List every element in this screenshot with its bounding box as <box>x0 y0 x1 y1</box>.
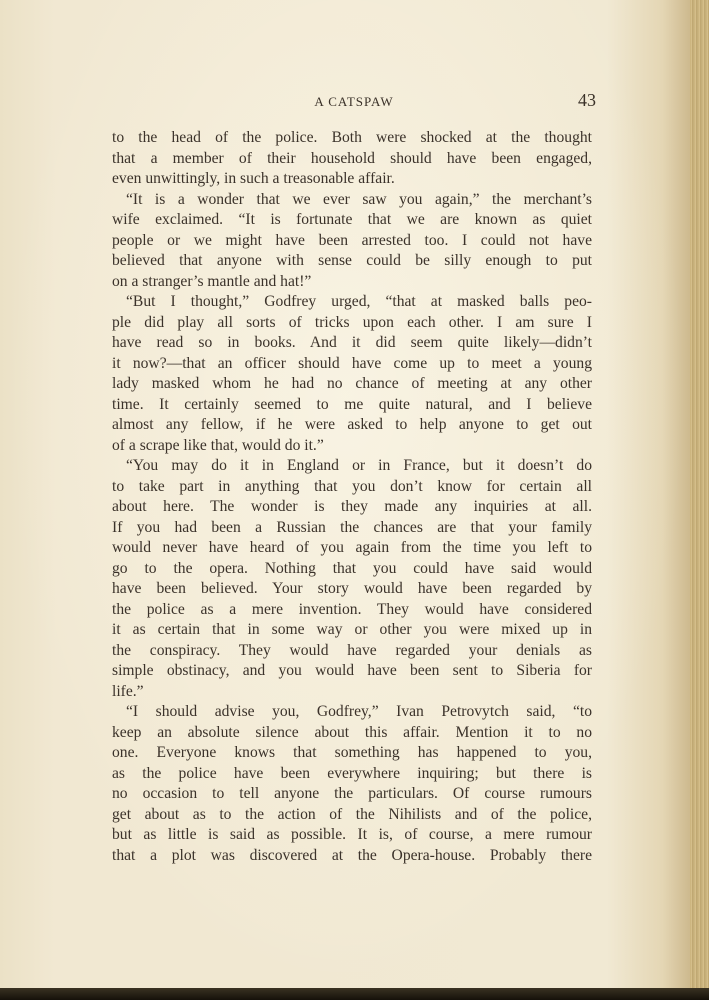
text-line: that a member of their household should have been engaged, <box>112 149 592 167</box>
text-line: it as certain that in some way or other you were mixed up in <box>112 621 592 638</box>
text-line: have read so in books. And it did seem quite likely—didn’t <box>112 334 592 351</box>
text-line: simple obstinacy, and you would have been sent to Siberia for <box>112 662 592 679</box>
text-line: keep an absolute silence about this affair. Mention it to no <box>112 723 592 741</box>
text-line: would never have heard of you again from the time you left to <box>112 539 592 556</box>
text-line: have been believed. Your story would have been regarded by <box>112 580 592 597</box>
text-line: but as little is said as possible. It is, of course, a mere rumour <box>112 826 592 843</box>
text-line: believed that anyone with sense could be silly enough to put <box>112 252 592 269</box>
text-line: people or we might have been arrested too. I could not have <box>112 231 592 249</box>
text-line: lady masked whom he had no chance of meeting at any other <box>112 375 592 392</box>
text-line: get about as to the action of the Nihilists and of the police, <box>112 805 592 823</box>
text-line: ple did play all sorts of tricks upon each other. I am sure I <box>112 313 592 331</box>
text-line: “But I thought,” Godfrey urged, “that at masked balls peo- <box>126 293 592 310</box>
text-line: “It is a wonder that we ever saw you again,” the merchant’s <box>126 190 592 208</box>
text-line: “I should advise you, Godfrey,” Ivan Petrovytch said, “to <box>126 703 592 720</box>
text-line: about here. The wonder is they made any inquiries at all. <box>112 498 592 515</box>
text-line: life.” <box>112 682 144 700</box>
text-line: one. Everyone knows that something has happened to you, <box>112 744 592 761</box>
text-line: no occasion to tell anyone the particulars. Of course rumours <box>112 785 592 802</box>
body-text <box>112 128 592 866</box>
text-line: on a stranger’s mantle and hat!” <box>112 272 312 290</box>
text-line: it now?—that an officer should have come up to meet a young <box>112 354 592 372</box>
page-edge-stack <box>690 0 709 1000</box>
text-line: that a plot was discovered at the Opera-house. Probably there <box>112 846 592 864</box>
text-line: to the head of the police. Both were shocked at the thought <box>112 129 592 146</box>
running-head <box>112 92 596 112</box>
text-line: to take part in anything that you don’t know for certain all <box>112 477 592 495</box>
text-line: “You may do it in England or in France, but it doesn’t do <box>126 457 592 474</box>
text-line: even unwittingly, in such a treasonable affair. <box>112 170 395 187</box>
text-line: the conspiracy. They would have regarded your denials as <box>112 641 592 659</box>
page-number: 43 <box>578 90 596 110</box>
text-line: If you had been a Russian the chances are that your family <box>112 518 592 536</box>
text-line: time. It certainly seemed to me quite natural, and I believe <box>112 395 592 413</box>
text-line: the police as a mere invention. They would have considered <box>112 600 592 618</box>
text-line: wife exclaimed. “It is fortunate that we are known as quiet <box>112 211 592 228</box>
text-line: of a scrape like that, would do it.” <box>112 436 324 454</box>
running-title: A CATSPAW <box>314 94 394 109</box>
text-line: go to the opera. Nothing that you could have said would <box>112 559 592 577</box>
text-line: as the police have been everywhere inquiring; but there is <box>112 764 592 782</box>
page-bottom-shadow <box>0 988 709 1000</box>
text-line: almost any fellow, if he were asked to help anyone to get out <box>112 416 592 433</box>
